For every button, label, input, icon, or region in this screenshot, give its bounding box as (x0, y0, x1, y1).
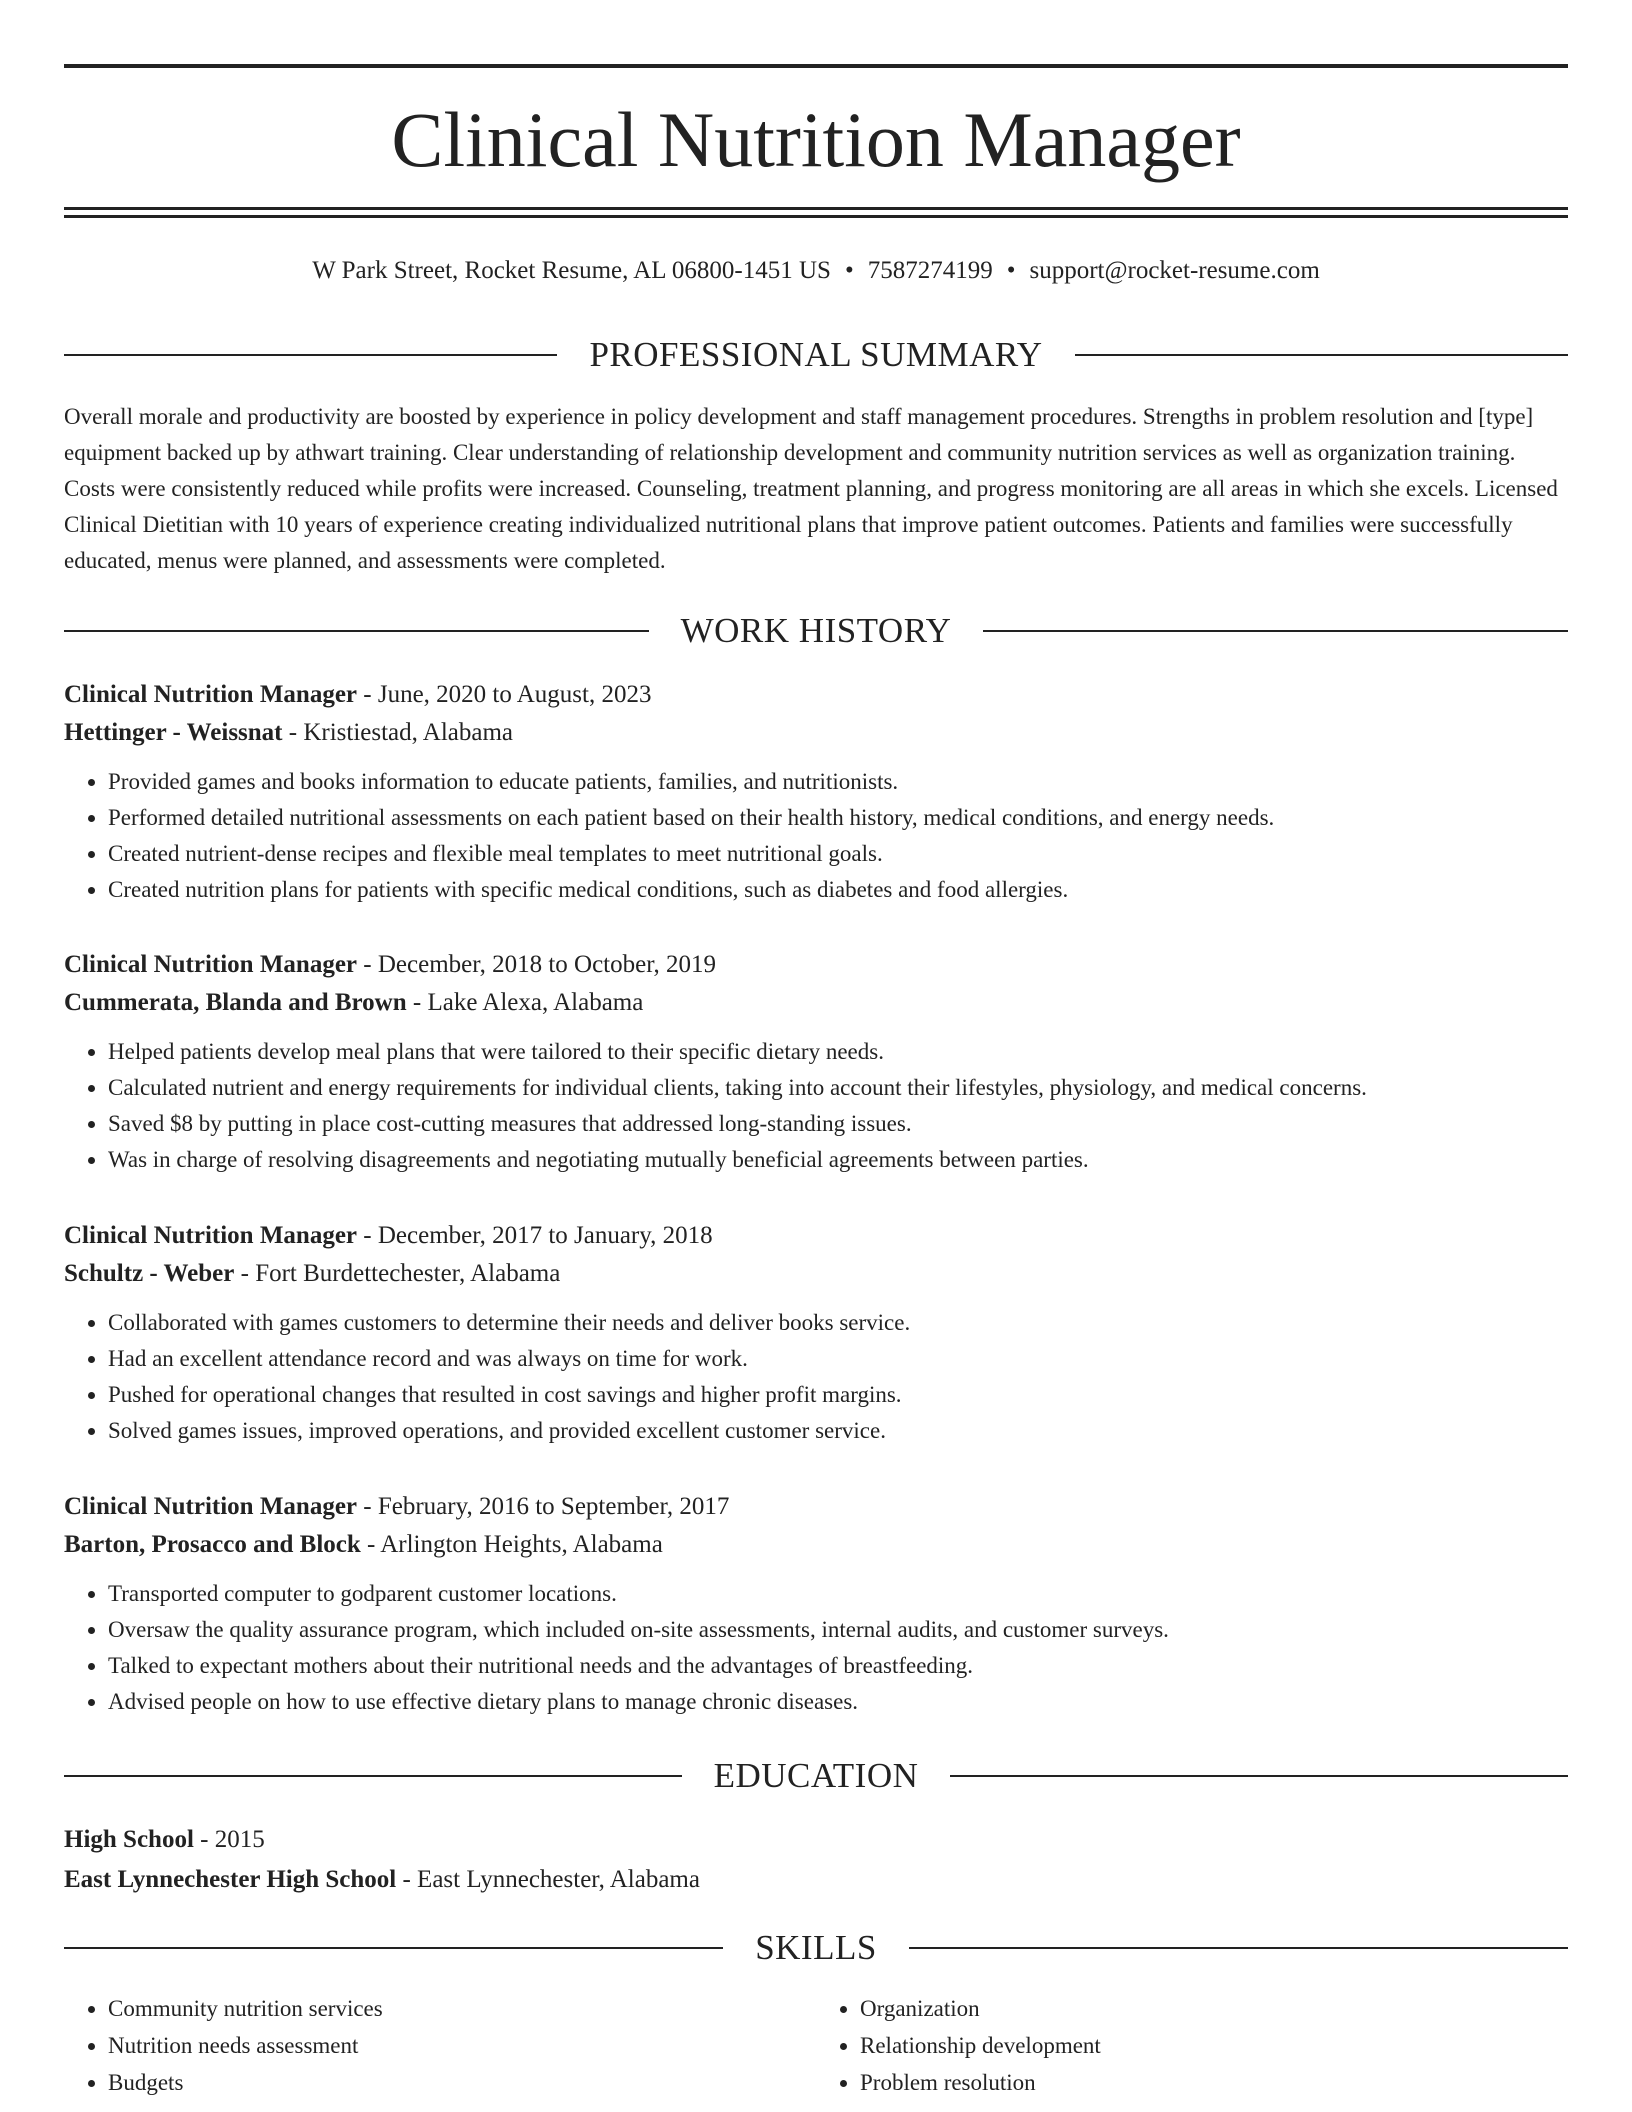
job-title-line (64, 676, 1568, 714)
section-rule (64, 630, 649, 632)
job-dates: - December, 2018 to October, 2019 (357, 951, 717, 978)
job-bullet: • Transported computer to godparent customer locations. (108, 1576, 1568, 1612)
education-location: - East Lynnechester, Alabama (396, 1866, 700, 1893)
job-bullet: • Had an excellent attendance record and was always on time for work. (108, 1341, 1568, 1377)
resume-name: Clinical Nutrition Manager (391, 96, 1241, 183)
education-degree-line (64, 1820, 1568, 1860)
job-location: - Arlington Heights, Alabama (360, 1531, 663, 1558)
skill-item: • Organization (860, 1990, 1568, 2027)
job-bullets (64, 1034, 1568, 1178)
job-bullets (64, 1305, 1568, 1449)
section-rule (1075, 354, 1568, 356)
job-title-line (64, 1488, 1568, 1526)
job-bullet: • Calculated nutrient and energy requirements for individual clients, taking into account their lifestyles, physiology, and medical concerns. (108, 1070, 1568, 1106)
education-school-line (64, 1860, 1568, 1900)
job-entry (64, 946, 1568, 1178)
skill-item: • Budgets (108, 2064, 816, 2101)
job-location: - Lake Alexa, Alabama (406, 989, 644, 1016)
job-bullet: • Created nutrition plans for patients with specific medical conditions, such as diabetes and food allergies. (108, 872, 1568, 908)
section-title: WORK HISTORY (680, 611, 952, 650)
skills-column-left (64, 1990, 816, 2101)
job-dates: - December, 2017 to January, 2018 (357, 1222, 713, 1249)
job-dates: - February, 2016 to September, 2017 (357, 1493, 730, 1520)
job-entry (64, 1217, 1568, 1449)
summary-text: Overall morale and productivity are boosted by experience in policy development and staff management procedures. Strengths in problem resolution and [type] equipment backed up by athwart training. Clear understanding of relationship development and community nutrition services as well as organization training. Costs were consistently reduced while profits were increased. Counseling, treatment planning, and progress monitoring are all areas in which she excels. Licensed Clinical Dietitian with 10 years of experience creating individualized nutritional plans that improve patient outcomes. Patients and families were successfully educated, menus were planned, and assessments were completed. (64, 404, 1558, 573)
job-company: Schultz - Weber (64, 1260, 235, 1287)
section-rule (983, 630, 1568, 632)
section-title: EDUCATION (713, 1756, 919, 1795)
skill-item: • Community nutrition services (108, 1990, 816, 2027)
job-bullet: • Created nutrient-dense recipes and flexible meal templates to meet nutritional goals. (108, 836, 1568, 872)
contact-separator: • (844, 257, 854, 284)
contact-phone: 7587274199 (867, 257, 993, 284)
section-title: PROFESSIONAL SUMMARY (589, 335, 1043, 374)
section-rule (64, 1947, 723, 1949)
job-entry (64, 676, 1568, 908)
skill-item: • Nutrition needs assessment (108, 2027, 816, 2064)
section-header-summary (64, 333, 1568, 377)
job-company: Cummerata, Blanda and Brown (64, 989, 407, 1016)
job-company-line (64, 1526, 1568, 1564)
contact-email: support@rocket-resume.com (1029, 257, 1320, 284)
job-company-line (64, 984, 1568, 1022)
education-school: East Lynnechester High School (64, 1866, 397, 1893)
job-bullets (64, 764, 1568, 908)
job-bullet: • Pushed for operational changes that resulted in cost savings and higher profit margins. (108, 1377, 1568, 1413)
education-year: - 2015 (193, 1826, 265, 1853)
job-company: Hettinger - Weissnat (64, 719, 283, 746)
job-bullet: • Talked to expectant mothers about their nutritional needs and the advantages of breastfeeding. (108, 1648, 1568, 1684)
job-title: Clinical Nutrition Manager (64, 1493, 358, 1520)
section-rule (950, 1775, 1568, 1777)
job-bullet: • Performed detailed nutritional assessments on each patient based on their health history, medical conditions, and energy needs. (108, 800, 1568, 836)
job-dates: - June, 2020 to August, 2023 (357, 681, 652, 708)
skills-list (64, 1990, 1568, 2101)
section-title: SKILLS (755, 1928, 877, 1967)
job-bullet: • Saved $8 by putting in place cost-cutting measures that addressed long-standing issues. (108, 1106, 1568, 1142)
education-entry (64, 1820, 1568, 1900)
section-header-education (64, 1754, 1568, 1798)
job-company-line (64, 1255, 1568, 1293)
job-bullet: • Helped patients develop meal plans that were tailored to their specific dietary needs. (108, 1034, 1568, 1070)
double-rule (64, 207, 1568, 218)
job-title: Clinical Nutrition Manager (64, 681, 358, 708)
job-title: Clinical Nutrition Manager (64, 951, 358, 978)
contact-address: W Park Street, Rocket Resume, AL 06800-1451 US (312, 257, 831, 284)
job-bullet: • Solved games issues, improved operations, and provided excellent customer service. (108, 1413, 1568, 1449)
job-location: - Fort Burdettechester, Alabama (234, 1260, 561, 1287)
section-header-skills (64, 1926, 1568, 1970)
job-bullet: • Advised people on how to use effective dietary plans to manage chronic diseases. (108, 1684, 1568, 1720)
job-location: - Kristiestad, Alabama (282, 719, 514, 746)
contact-line (64, 254, 1568, 288)
job-bullet: • Provided games and books information to educate patients, families, and nutritionists. (108, 764, 1568, 800)
section-header-work (64, 609, 1568, 653)
section-rule (64, 354, 557, 356)
section-rule (909, 1947, 1568, 1949)
education-degree: High School (64, 1826, 194, 1853)
job-title: Clinical Nutrition Manager (64, 1222, 358, 1249)
contact-separator: • (1006, 257, 1016, 284)
job-company-line (64, 714, 1568, 752)
job-title-line (64, 946, 1568, 984)
job-bullets (64, 1576, 1568, 1720)
skills-column-right (816, 1990, 1568, 2101)
top-rule (64, 64, 1568, 68)
skill-item: • Relationship development (860, 2027, 1568, 2064)
job-entry (64, 1488, 1568, 1720)
job-bullet: • Collaborated with games customers to determine their needs and deliver books service. (108, 1305, 1568, 1341)
job-bullet: • Was in charge of resolving disagreements and negotiating mutually beneficial agreements between parties. (108, 1142, 1568, 1178)
job-title-line (64, 1217, 1568, 1255)
job-company: Barton, Prosacco and Block (64, 1531, 361, 1558)
job-bullet: • Oversaw the quality assurance program, which included on-site assessments, internal audits, and customer surveys. (108, 1612, 1568, 1648)
skill-item: • Problem resolution (860, 2064, 1568, 2101)
section-rule (64, 1775, 682, 1777)
